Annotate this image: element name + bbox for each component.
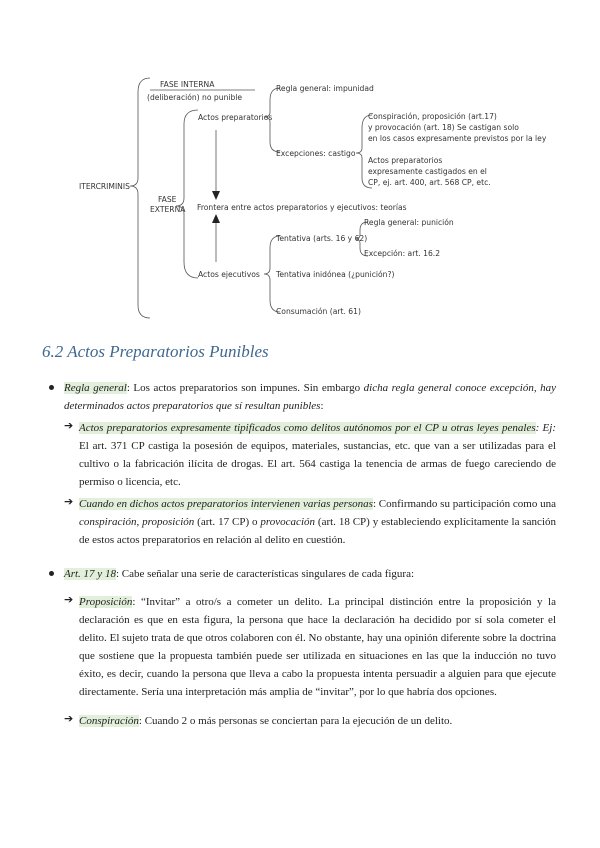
itercriminis-diagram [0,0,600,330]
exc-2-line-c: CP, ej. art. 400, art. 568 CP, etc. [368,178,491,187]
bullet-dot [49,571,54,576]
tent-regla-label: Regla general: punición [364,218,454,227]
bullet-art-17-18 [64,565,556,583]
exc-1-line-c: en los casos expresamente previstos por la ley [368,134,547,143]
regla-general-label: Regla general: impunidad [276,84,374,93]
section-title: 6.2 Actos Preparatorios Punibles [42,342,269,361]
varias-personas-text-3: (art. 18 CP) y estableciendo explícitamente la sanción de estos actos preparatorios en relación al delito en cuestión. [79,516,556,546]
tentativa-inidonea-label: Tentativa inidónea (¿punición?) [276,270,395,279]
regla-general-term: Regla general [64,382,127,394]
proposicion-term: proposición [142,516,195,528]
actos-preparatorios-label: Actos preparatorios [198,113,273,122]
art-17-18-text: : Cabe señalar una serie de características singulares de cada figura: [115,568,415,580]
exc-1-line-b: y provocación (art. 18) Se castigan solo [368,123,519,132]
regla-general-text: : Los actos preparatorios son impunes. Sin embargo [126,382,364,394]
varias-personas-text-2: (art. 17 CP) o [194,516,261,528]
fase-externa-label-1: FASE [158,195,177,204]
excepciones-label: Excepciones: castigo [276,149,356,158]
arrow-icon: ➔ [64,593,74,606]
item-conspiracion [79,712,556,730]
actos-ejecutivos-label: Actos ejecutivos [198,270,260,279]
conspiracion-text: : Cuando 2 o más personas se conciertan para la ejecución de un delito. [138,715,453,727]
regla-general-italic: dicha regla general conoce excepción, hay determinados actos preparatorios que sí resultan punibles [64,382,556,412]
fase-interna-sub: (deliberación) no punible [147,93,243,102]
varias-personas-term: Cuando en dichos actos preparatorios intervienen varias personas [79,498,373,510]
arrow-icon: ➔ [64,712,74,725]
bullet-dot [49,385,54,390]
exc-2-line-b: expresamente castigados en el [368,167,487,176]
proposicion-text: : “Invitar” a otro/s a cometer un delito. La principal distinción entre la proposición y la declaración es que en esta figura, la persona que hace la declaración ha decidido por sí sola cometer el delito. El sujeto trata de que otros colaboren con él. No obstante, hay una opinión diferente sobre la doctrina que sostiene que la propuesta también puede ser utilizada en situaciones en las que la inducción no tuvo éxito, es decir, cuando la persona que lleva a cabo la propuesta intenta persuadir a alguien para que ejecute directamente. Sería una interpretación más amplia de “invitar”, por lo que habría dos opciones. [79,596,556,698]
proposicion-heading: Proposición [79,596,133,608]
fase-externa-brace [176,110,198,278]
conspiracion-term: conspiración [79,516,137,528]
item-proposicion [79,593,556,701]
exc-1-line-a: Conspiración, proposición (art.17) [368,112,497,121]
exc-2-line-a: Actos preparatorios [368,156,443,165]
actos-tipificados-term: Actos preparatorios expresamente tipificados como delitos autónomos por el CP u otras leyes penales [79,422,536,434]
actos-tipificados-text: El art. 371 CP castiga la posesión de equipos, materiales, sustancias, etc. que van a ser utilizadas para el cultivo o la fabricación ilícita de drogas. El art. 564 castiga la tenencia de armas de fuego careciendo de permiso o licencia, etc. [79,440,556,488]
provocacion-term: provocación [260,516,315,528]
fase-interna-label: FASE INTERNA [160,80,215,89]
ej-label: : Ej: [535,422,556,434]
bullet-regla-general [64,379,556,415]
frontera-label: Frontera entre actos preparatorios y ejecutivos: teorías [197,203,407,212]
regla-general-end: : [320,400,324,412]
tent-excepcion-label: Excepción: art. 16.2 [364,249,441,258]
fase-externa-label-2: EXTERNA [150,205,186,214]
root-label: ITERCRIMINIS [79,182,130,191]
comma: , [136,516,143,528]
consumacion-label: Consumación (art. 61) [276,307,361,316]
varias-personas-text-1: : Confirmando su participación como una [372,498,556,510]
item-varias-personas [79,495,556,549]
item-actos-tipificados [79,419,556,491]
arrow-down-head [212,191,220,200]
art-17-18-term: Art. 17 y 18 [64,568,116,580]
arrow-up-head [212,214,220,223]
tentativa-label: Tentativa (arts. 16 y 62) [276,234,368,243]
arrow-icon: ➔ [64,495,74,508]
arrow-icon: ➔ [64,419,74,432]
conspiracion-heading: Conspiración [79,715,139,727]
root-brace [130,78,150,318]
